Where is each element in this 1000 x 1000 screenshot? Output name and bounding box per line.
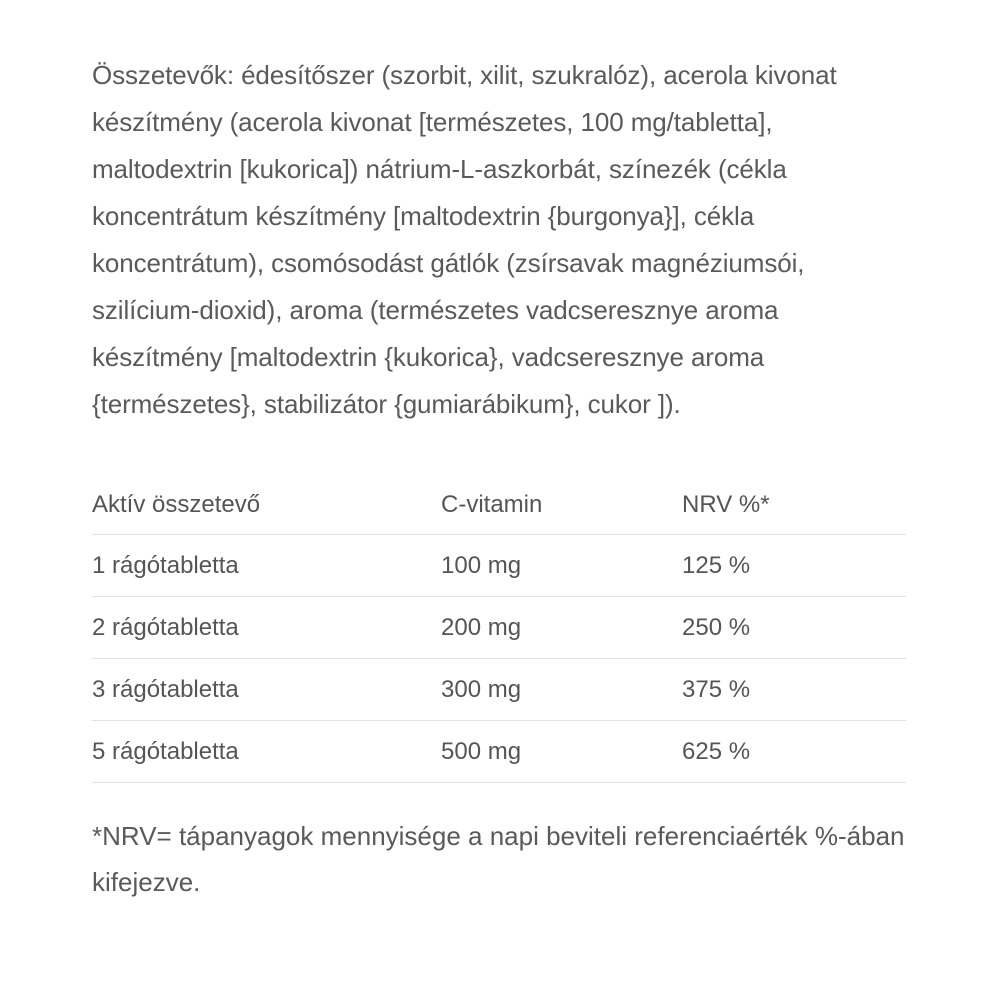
header-active-ingredient: Aktív összetevő (92, 476, 441, 535)
header-vitamin-c: C-vitamin (441, 476, 682, 535)
cell-dose: 5 rágótabletta (92, 721, 441, 783)
cell-vitamin-c: 200 mg (441, 597, 682, 659)
table-row (92, 535, 906, 597)
cell-nrv: 125 % (682, 535, 906, 597)
cell-nrv: 375 % (682, 659, 906, 721)
nrv-footnote: *NRV= tápanyagok mennyisége a napi beviteli referenciaérték %-ában kifejezve. (92, 821, 905, 897)
cell-dose: 1 rágótabletta (92, 535, 441, 597)
nutrition-table (92, 476, 906, 783)
header-nrv: NRV %* (682, 476, 906, 535)
ingredients-text: Összetevők: édesítőszer (szorbit, xilit, szukralóz), acerola kivonat készítmény (acerola kivonat [természetes, 100 mg/tabletta], maltodextrin [kukorica]) nátrium-L-aszkorbát, színezék (cékla koncentrátum készítmény [maltodextrin {burgonya}], cékla koncentrátum), csomósodást gátlók (zsírsavak magnéziumsói, szilícium-dioxid), aroma (természetes vadcseresznye aroma készítmény [maltodextrin {kukorica}, vadcseresznye aroma {természetes}, stabilizátor {gumiarábikum}, cukor ]). (92, 60, 837, 419)
cell-dose: 2 rágótabletta (92, 597, 441, 659)
product-info (92, 52, 912, 905)
table-row (92, 721, 906, 783)
table-row (92, 597, 906, 659)
cell-dose: 3 rágótabletta (92, 659, 441, 721)
cell-nrv: 250 % (682, 597, 906, 659)
cell-nrv: 625 % (682, 721, 906, 783)
cell-vitamin-c: 500 mg (441, 721, 682, 783)
table-row (92, 659, 906, 721)
cell-vitamin-c: 100 mg (441, 535, 682, 597)
cell-vitamin-c: 300 mg (441, 659, 682, 721)
table-header-row (92, 476, 906, 535)
